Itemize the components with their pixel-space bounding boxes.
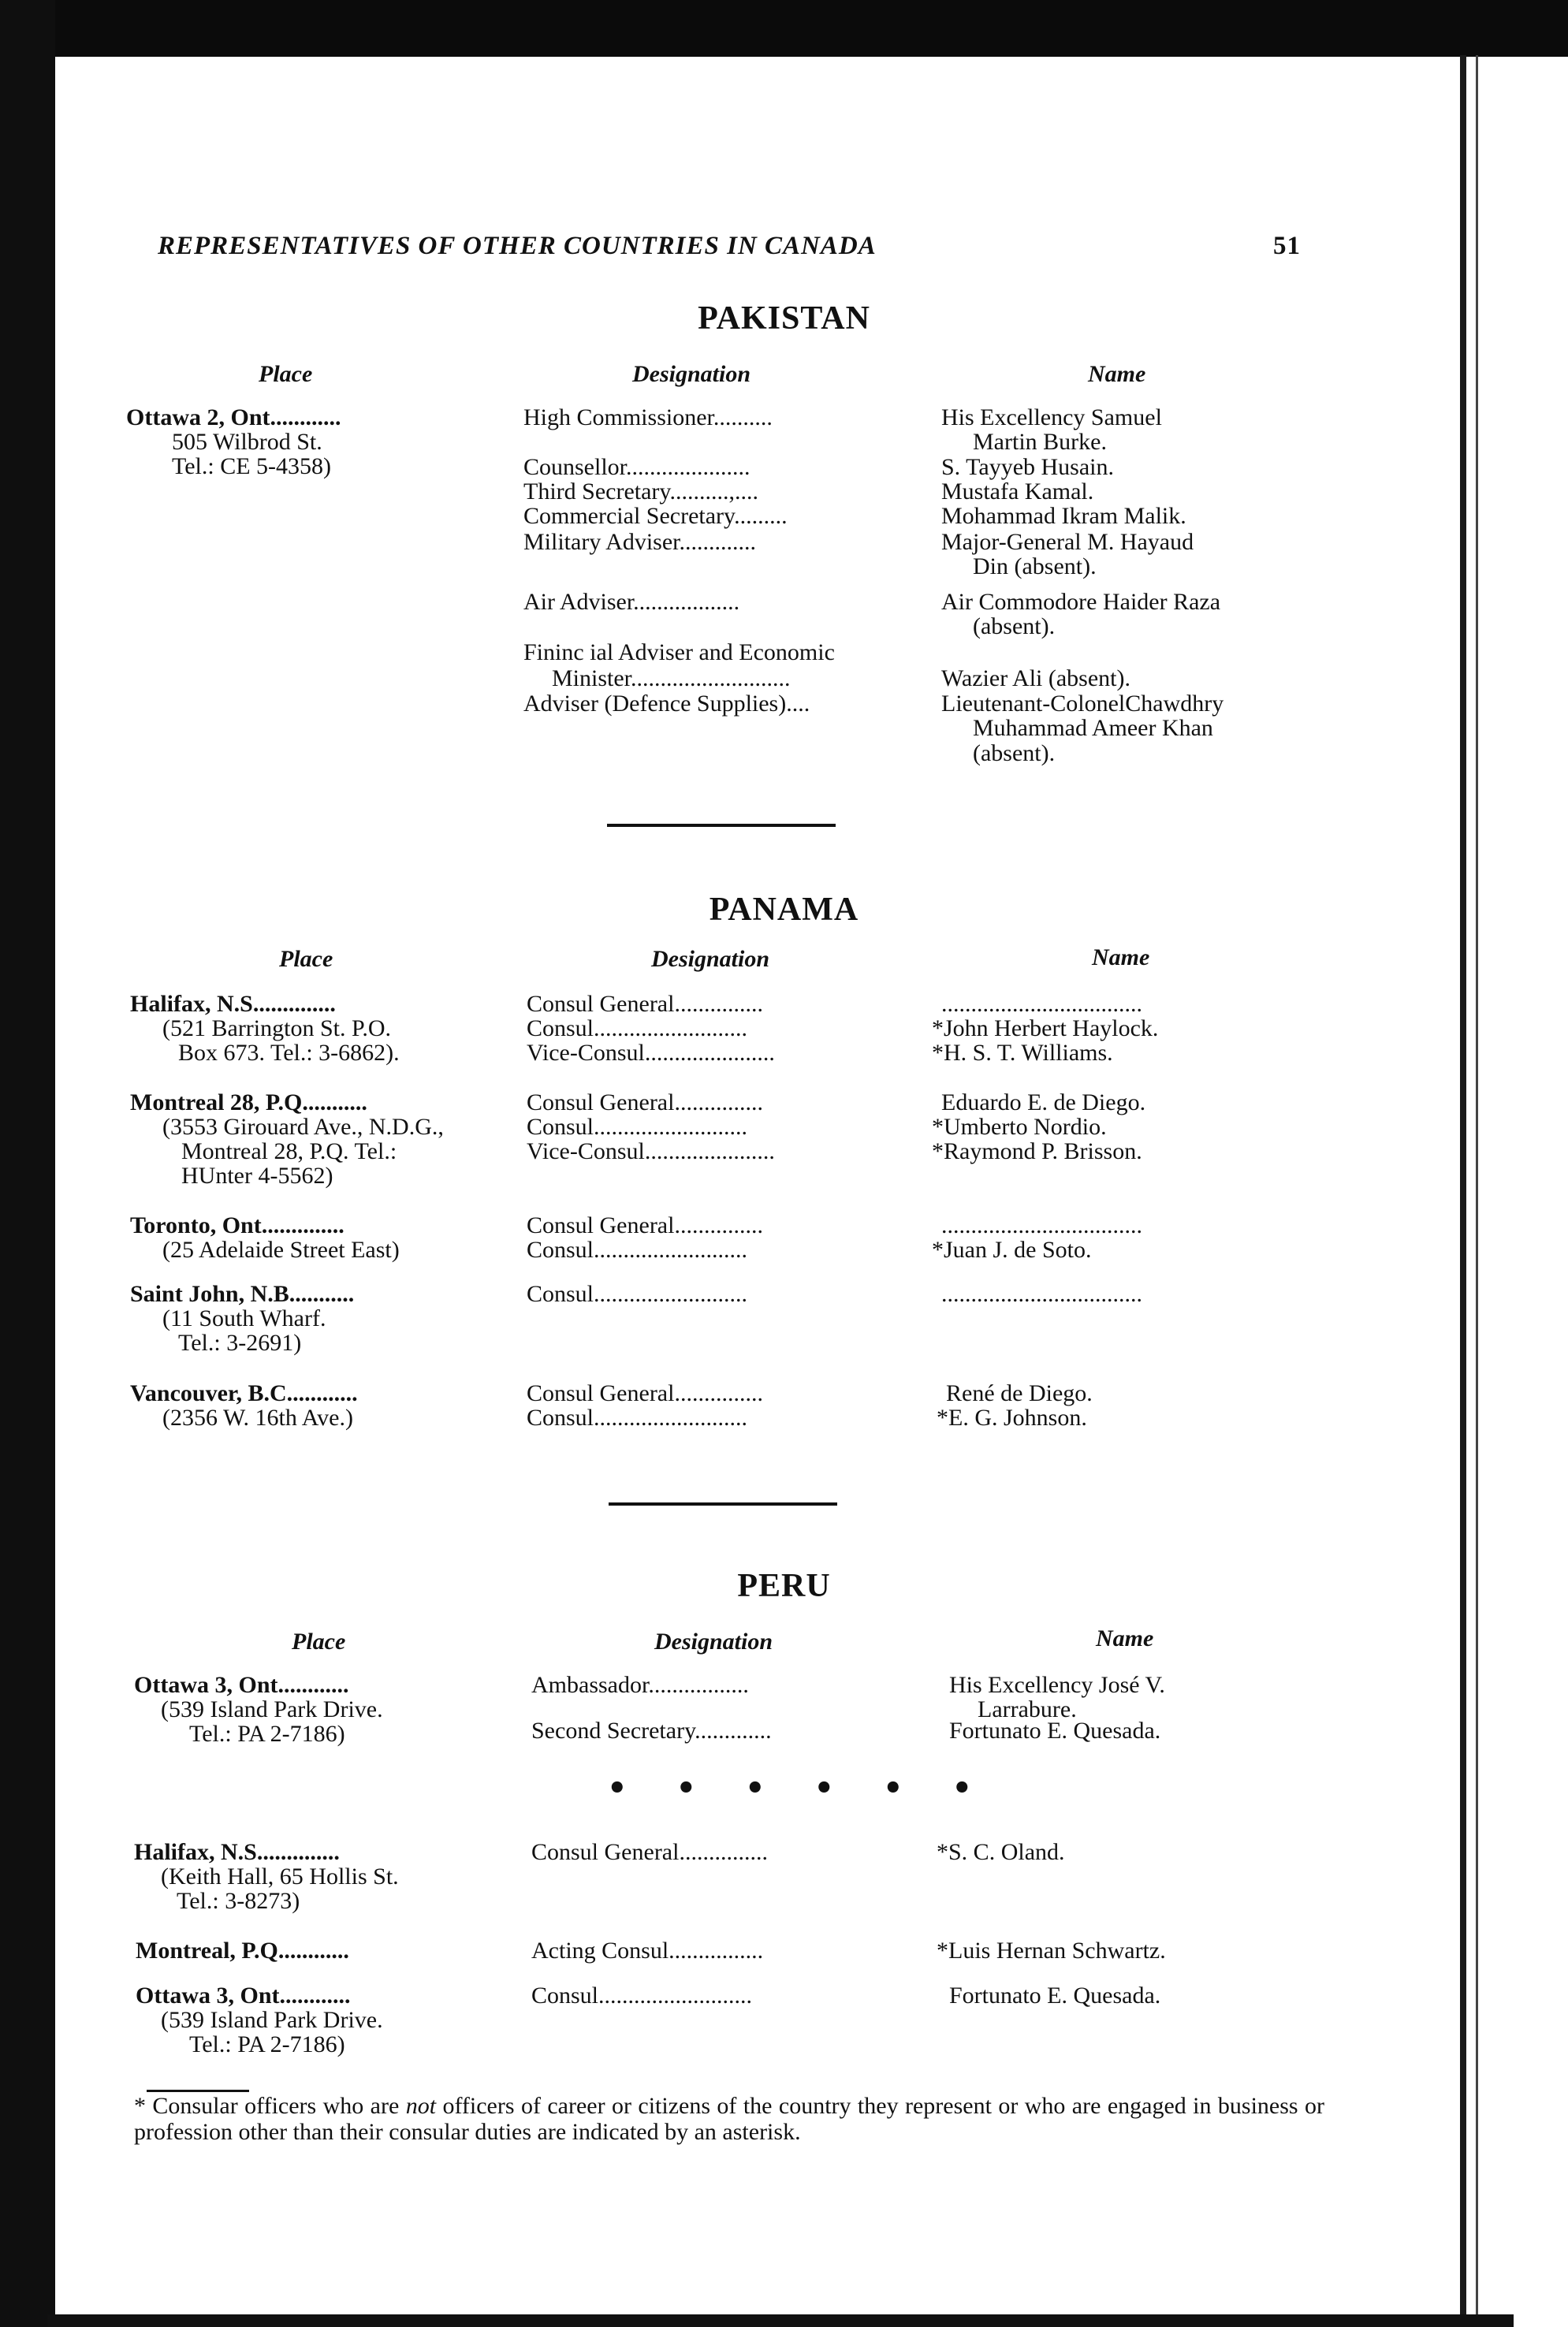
name-line: *John Herbert Haylock. [932, 1015, 1159, 1041]
scan-right-edge [1460, 55, 1466, 2318]
designation-line: Air Adviser.................. [523, 589, 740, 615]
name-line: Muhammad Ameer Khan [973, 715, 1213, 741]
place-line: Tel.: 3-8273) [177, 1888, 300, 1914]
designation-line: Commercial Secretary......... [523, 503, 788, 529]
name-line: *Luis Hernan Schwartz. [937, 1938, 1166, 1964]
designation-line: Vice-Consul...................... [527, 1138, 775, 1164]
section-title-pakistan: PAKISTAN [698, 300, 870, 337]
name-line: Din (absent). [973, 553, 1097, 579]
designation-line: Second Secretary............. [531, 1718, 772, 1744]
name-line: Fortunato E. Quesada. [949, 1718, 1161, 1744]
designation-line: Military Adviser............. [523, 529, 756, 555]
name-line: *Juan J. de Soto. [932, 1237, 1092, 1263]
place-line: (11 South Wharf. [162, 1305, 326, 1331]
scan-right-edge-inner [1476, 55, 1478, 2318]
section-divider [607, 824, 836, 827]
designation-line: Consul General............... [527, 991, 763, 1017]
place-line: Ottawa 2, Ont............ [126, 404, 341, 430]
designation-line: Consul.......................... [527, 1281, 748, 1307]
separator-dots: • • • • • • [607, 1770, 992, 1807]
footnote-prefix: * Consular officers who are [134, 2093, 406, 2119]
running-head-title: REPRESENTATIVES OF OTHER COUNTRIES IN CANADA [158, 232, 877, 260]
scan-top-border [0, 0, 1568, 57]
place-line: (539 Island Park Drive. [161, 1696, 383, 1722]
page-number: 51 [1273, 232, 1301, 260]
designation-line: Consul General............... [527, 1212, 763, 1238]
designation-line: Vice-Consul...................... [527, 1040, 775, 1066]
name-line: Fortunato E. Quesada. [949, 1983, 1161, 2009]
name-line: René de Diego. [946, 1380, 1093, 1406]
place-line: Toronto, Ont.............. [130, 1212, 345, 1238]
peru-designation-header: Designation [654, 1629, 773, 1655]
name-line: (absent). [973, 740, 1056, 766]
designation-line: Consul General............... [527, 1380, 763, 1406]
place-line: Tel.: PA 2-7186) [189, 2031, 345, 2057]
name-line: Larrabure. [978, 1696, 1077, 1722]
name-line: *S. C. Oland. [937, 1839, 1065, 1865]
name-line: His Excellency José V. [949, 1672, 1165, 1698]
place-line: Montreal, P.Q............ [136, 1938, 349, 1964]
place-line: (25 Adelaide Street East) [162, 1237, 400, 1263]
place-line: Tel.: PA 2-7186) [189, 1721, 345, 1747]
designation-line: Consul General............... [531, 1839, 768, 1865]
place-line: Halifax, N.S.............. [134, 1839, 340, 1865]
place-line: Ottawa 3, Ont............ [134, 1672, 349, 1698]
scan-left-border [0, 0, 55, 2327]
peru-name-header: Name [1096, 1625, 1154, 1651]
section-title-peru: PERU [737, 1568, 831, 1604]
place-line: Tel.: CE 5-4358) [172, 453, 332, 479]
place-line: Box 673. Tel.: 3-6862). [178, 1040, 400, 1066]
section-divider [609, 1502, 837, 1506]
section-title-panama: PANAMA [709, 892, 859, 928]
name-line: *Raymond P. Brisson. [932, 1138, 1142, 1164]
designation-line: Counsellor..................... [523, 454, 750, 480]
place-line: (521 Barrington St. P.O. [162, 1015, 392, 1041]
footnote [134, 2093, 1324, 2145]
pakistan-place-header: Place [259, 361, 313, 387]
name-line: .................................. [941, 991, 1142, 1017]
footnote-suffix: officers of career or citizens of the country they represent or who are engaged in business or profession other than their consular duties are indicated by an asterisk. [134, 2093, 1324, 2145]
name-line: .................................. [941, 1212, 1142, 1238]
designation-line: Fininc ial Adviser and Economic [523, 639, 835, 665]
place-line: HUnter 4-5562) [181, 1163, 333, 1189]
place-line: 505 Wilbrod St. [172, 429, 322, 455]
panama-place-header: Place [279, 946, 333, 972]
designation-line: Consul.......................... [527, 1015, 748, 1041]
designation-line: Ambassador................. [531, 1672, 749, 1698]
footnote-emphasis: not [405, 2093, 437, 2119]
name-line: Mohammad Ikram Malik. [941, 503, 1186, 529]
designation-line: Third Secretary..........,.... [523, 478, 758, 504]
name-line: Major-General M. Hayaud [941, 529, 1194, 555]
designation-line: Consul.......................... [527, 1405, 748, 1431]
name-line: *E. G. Johnson. [937, 1405, 1087, 1431]
panama-designation-header: Designation [651, 946, 770, 972]
panama-name-header: Name [1092, 944, 1150, 970]
name-line: Air Commodore Haider Raza [941, 589, 1221, 615]
name-line: His Excellency Samuel [941, 404, 1162, 430]
place-line: (2356 W. 16th Ave.) [162, 1405, 353, 1431]
name-line: .................................. [941, 1281, 1142, 1307]
place-line: (Keith Hall, 65 Hollis St. [161, 1863, 399, 1890]
name-line: *H. S. T. Williams. [932, 1040, 1113, 1066]
running-head [158, 232, 1317, 261]
name-line: *Umberto Nordio. [932, 1114, 1107, 1140]
designation-line: Acting Consul................ [531, 1938, 764, 1964]
place-line: (3553 Girouard Ave., N.D.G., [162, 1114, 444, 1140]
name-line: Eduardo E. de Diego. [941, 1089, 1146, 1115]
place-line: Vancouver, B.C............ [130, 1380, 358, 1406]
place-line: Halifax, N.S.............. [130, 991, 336, 1017]
designation-line: Consul.......................... [527, 1114, 748, 1140]
place-line: Montreal 28, P.Q. Tel.: [181, 1138, 397, 1164]
pakistan-designation-header: Designation [632, 361, 751, 387]
place-line: Saint John, N.B........... [130, 1281, 355, 1307]
designation-line: Minister........................... [552, 665, 791, 691]
name-line: S. Tayyeb Husain. [941, 454, 1114, 480]
designation-line: Consul General............... [527, 1089, 763, 1115]
peru-place-header: Place [292, 1629, 346, 1655]
designation-line: Adviser (Defence Supplies).... [523, 691, 810, 717]
name-line: Martin Burke. [973, 429, 1107, 455]
name-line: Lieutenant-ColonelChawdhry [941, 691, 1224, 717]
scan-bottom-edge [47, 2314, 1514, 2327]
place-line: Montreal 28, P.Q........... [130, 1089, 367, 1115]
pakistan-name-header: Name [1088, 361, 1146, 387]
name-line: Wazier Ali (absent). [941, 665, 1130, 691]
designation-line: High Commissioner.......... [523, 404, 773, 430]
place-line: Tel.: 3-2691) [178, 1330, 302, 1356]
name-line: (absent). [973, 613, 1056, 639]
footnote-rule [147, 2090, 249, 2092]
place-line: Ottawa 3, Ont............ [136, 1983, 351, 2009]
designation-line: Consul.......................... [531, 1983, 753, 2009]
designation-line: Consul.......................... [527, 1237, 748, 1263]
place-line: (539 Island Park Drive. [161, 2007, 383, 2033]
name-line: Mustafa Kamal. [941, 478, 1094, 504]
